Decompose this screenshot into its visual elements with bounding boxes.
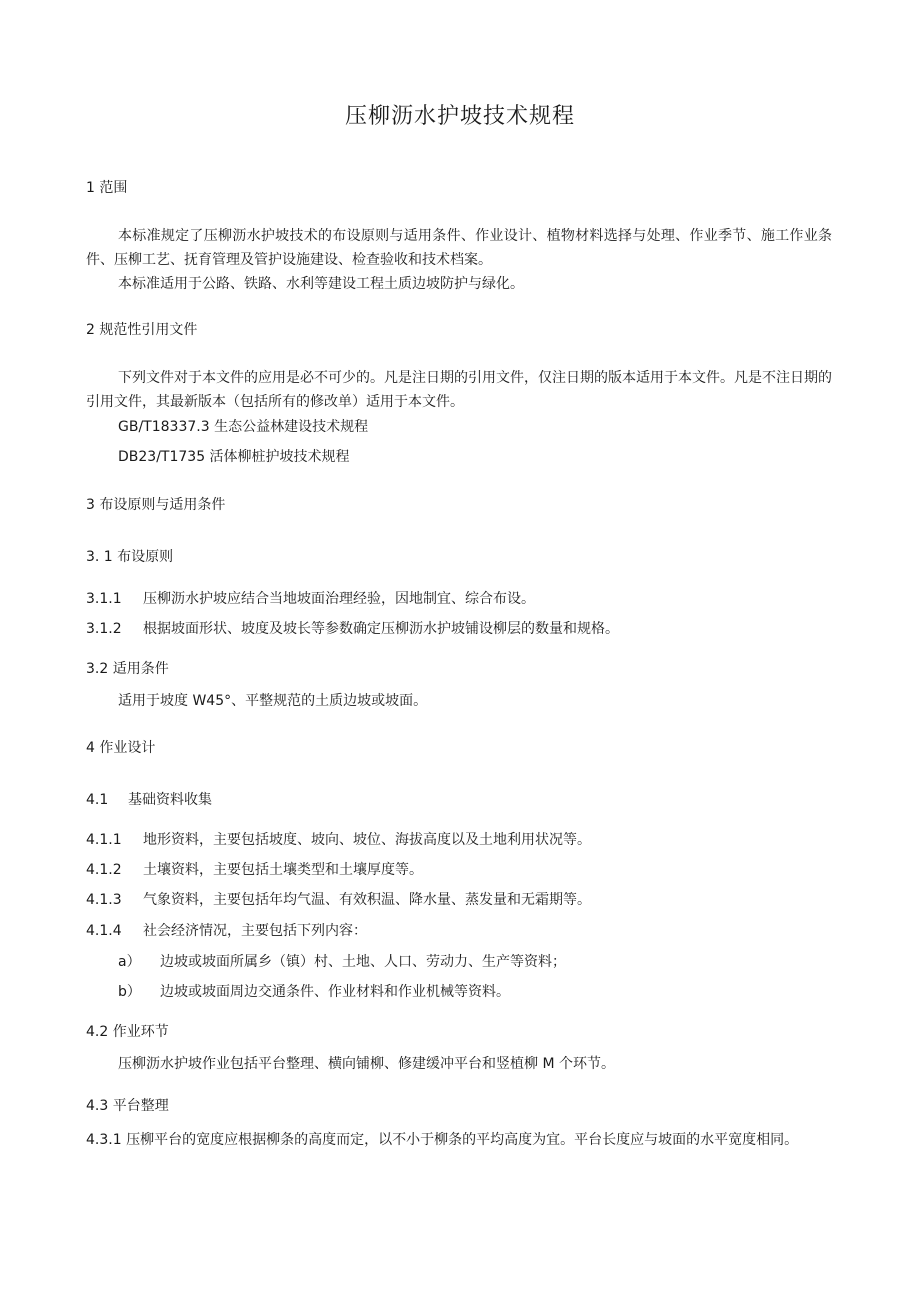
clause-text: 基础资料收集 [128,792,212,808]
page-title: 压柳沥水护坡技术规程 [344,104,575,129]
clause-text: 根据坡面形状、坡度及坡长等参数确定压柳沥水护坡铺设柳层的数量和规格。 [143,621,619,637]
clause-4-1-2 [86,860,423,880]
clause-number: 4.1.3 [86,892,122,908]
section-1-paragraph-2: 本标准适用于公路、铁路、水利等建设工程土质边坡防护与绿化。 [118,276,524,292]
section-4-3-heading: 4.3 平台整理 [86,1098,169,1114]
clause-number: 4.1.1 [86,832,122,848]
reference-gb-t18337: GB/T18337.3 生态公益林建设技术规程 [118,419,369,435]
clause-4-1-3 [86,890,591,910]
clause-text: 气象资料，主要包括年均气温、有效积温、降水量、蒸发量和无霜期等。 [143,892,591,908]
section-1-heading: 1 范围 [86,180,128,196]
clause-4-1-4 [86,921,367,941]
section-2-heading: 2 规范性引用文件 [86,322,198,338]
section-3-1-heading: 3. 1 布设原则 [86,549,174,565]
section-3-heading: 3 布设原则与适用条件 [86,497,226,513]
clause-4-3-1: 4.3.1 压柳平台的宽度应根据柳条的高度而定，以不小于柳条的平均高度为宜。平台长度应与坡面的水平宽度相同。 [86,1132,799,1148]
clause-number: 3.1.2 [86,621,122,637]
section-3-2-text: 适用于坡度 W45°、平整规范的土质边坡或坡面。 [118,693,428,709]
clause-number: 4.1 [86,792,109,808]
clause-number: 4.1.2 [86,862,122,878]
clause-4-1-1 [86,830,591,850]
section-4-2-text: 压柳沥水护坡作业包括平台整理、横向铺柳、修建缓冲平台和竖植柳 M 个环节。 [118,1056,615,1072]
clause-text: 压柳沥水护坡应结合当地坡面治理经验，因地制宜、综合布设。 [143,591,535,607]
clause-text: 土壤资料，主要包括土壤类型和土壤厚度等。 [143,862,423,878]
clause-text: 地形资料，主要包括坡度、坡向、坡位、海拔高度以及土地利用状况等。 [143,832,591,848]
section-1-paragraph-1: 本标准规定了压柳沥水护坡技术的布设原则与适用条件、作业设计、植物材料选择与处理、作业季节、施工作业条件、压柳工艺、抚育管理及管护设施建设、检查验收和技术档案。 [86,228,832,268]
list-marker: b） [118,984,141,1000]
clause-text: 社会经济情况，主要包括下列内容： [143,923,367,939]
clause-3-1-1 [86,589,535,609]
list-marker: a） [118,954,141,970]
section-2-paragraph-1: 下列文件对于本文件的应用是必不可少的。凡是注日期的引用文件，仅注日期的版本适用于本文件。凡是不注日期的引用文件，其最新版本（包括所有的修改单）适用于本文件。 [86,370,832,410]
list-text: 边坡或坡面所属乡（镇）村、土地、人口、劳动力、生产等资料； [160,954,566,970]
list-text: 边坡或坡面周边交通条件、作业材料和作业机械等资料。 [160,984,510,1000]
section-4-heading: 4 作业设计 [86,740,156,756]
section-3-2-heading: 3.2 适用条件 [86,661,169,677]
list-item-a [118,952,566,972]
list-item-b [118,982,510,1002]
clause-3-1-2 [86,619,619,639]
clause-number: 4.1.4 [86,923,122,939]
clause-number: 3.1.1 [86,591,122,607]
section-4-2-heading: 4.2 作业环节 [86,1024,169,1040]
section-4-1-heading [86,790,212,810]
reference-db23-t1735: DB23/T1735 活体柳桩护坡技术规程 [118,449,350,465]
